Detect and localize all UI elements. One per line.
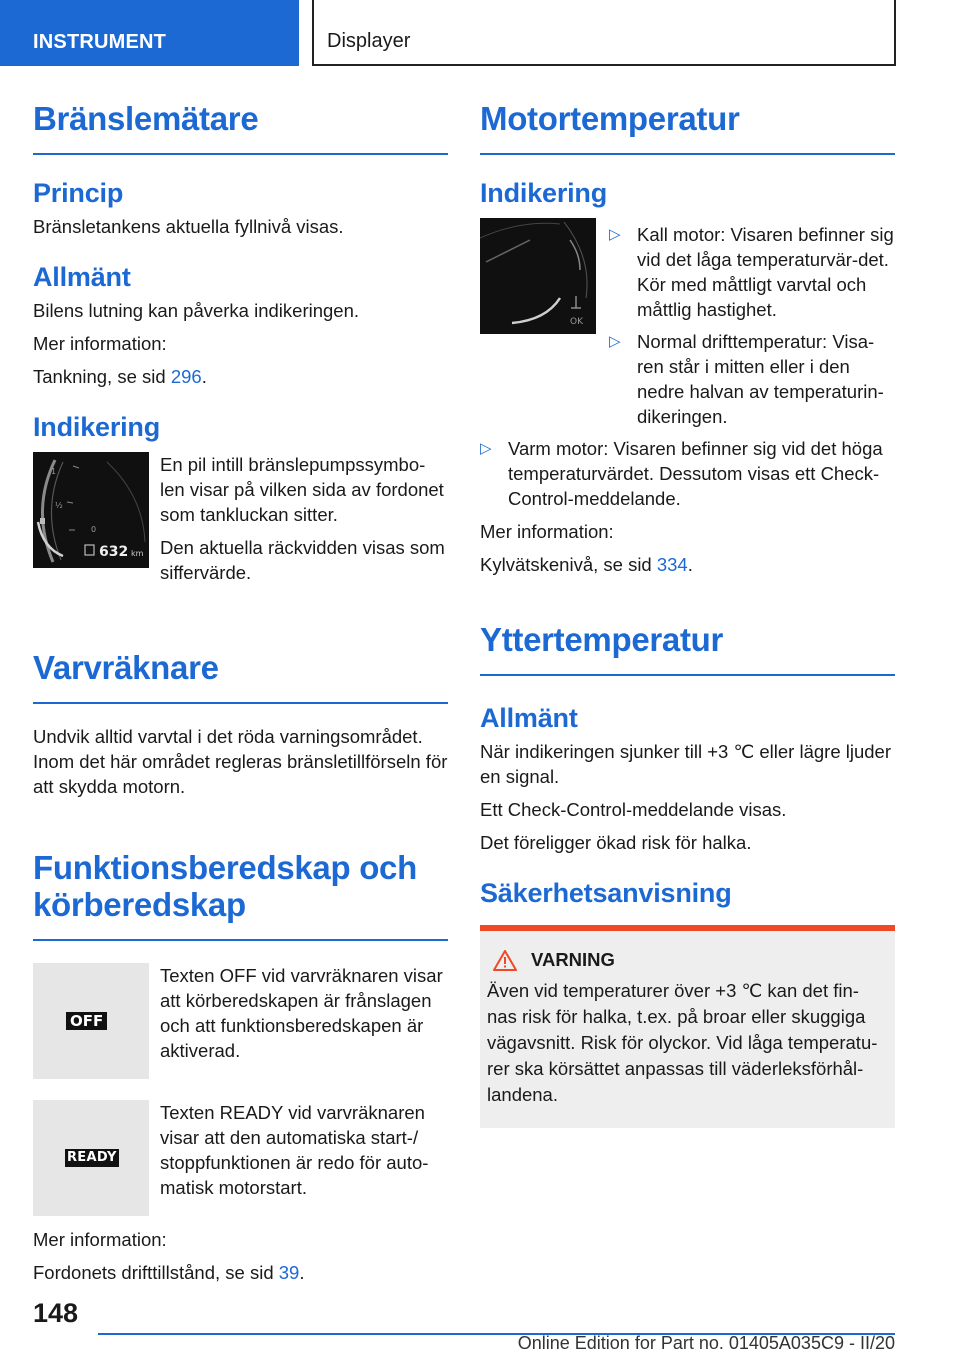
refuel-page-link[interactable]: 296 (170, 366, 202, 387)
more-info-label: Mer information: (33, 333, 167, 354)
engine-bullets-full (480, 436, 895, 511)
gauge-ok-label: OK (570, 317, 583, 327)
fuel-display-heading: Indikering (33, 412, 161, 442)
ready-label: READY (67, 1150, 117, 1165)
list-item: ▷ Varm motor: Visaren befinner sig vid det höga temperaturvärdet. Dessutom visas ett Check-Control-meddelande. (480, 438, 883, 509)
state-page-link[interactable]: 39 (278, 1262, 300, 1283)
engine-bullets-short (609, 222, 895, 429)
safety-heading: Säkerhetsanvisning (480, 878, 732, 908)
off-text: Texten OFF vid varvräknaren visar att körberedskapen är frånslagen och att funktionsberedskapen är aktiverad. (160, 965, 443, 1061)
fuel-gauge-title: Bränslemätare (33, 100, 448, 155)
engine-more-info: Mer information: (480, 521, 614, 542)
engine-display-heading: Indikering (480, 178, 608, 208)
rev-counter-title: Varvräknare (33, 649, 448, 704)
gauge-range-unit: km (131, 549, 144, 558)
off-image (33, 963, 149, 1079)
off-label: OFF (66, 1012, 107, 1030)
outside-temp-title: Yttertemperatur (480, 621, 895, 676)
list-item: ▷ Normal drifttemperatur: Visa-ren står i mitten eller i den nedre halvan av temperaturin-dikeringen. (609, 331, 884, 427)
left-column (33, 100, 448, 1285)
outside-text-3: Det föreligger ökad risk för halka. (480, 832, 752, 853)
edition-text: Online Edition for Part no. 01405A035C9 - II/20 (517, 1333, 895, 1353)
gauge-tick-1: 1 (51, 467, 57, 476)
triangle-bullet-icon: ▷ (609, 333, 621, 350)
warning-box (480, 925, 895, 1128)
principle-heading: Princip (33, 178, 124, 208)
fuel-display-text-2: Den aktuella räckvidden visas som siffervärde. (160, 537, 445, 583)
chapter-tab: INSTRUMENT (0, 0, 299, 66)
readiness-title: Funktionsberedskap och körberedskap (33, 849, 448, 941)
page-header (0, 0, 960, 66)
fuel-display-text-1: En pil intill bränslepumpssymbo-len visar på vilken sida av fordonet som tankluckan sitter. (160, 454, 444, 525)
outside-text-1: När indikeringen sjunker till +3 ℃ eller lägre ljuder en signal. (480, 741, 892, 787)
gauge-tick-0: 0 (91, 525, 97, 534)
ready-image (33, 1100, 149, 1216)
off-block (33, 963, 448, 1079)
state-reference: Fordonets drifttillstånd, se sid 39. (33, 1262, 305, 1283)
ready-block (33, 1100, 448, 1216)
readiness-more-info: Mer information: (33, 1229, 167, 1250)
list-item: ▷ Kall motor: Visaren befinner sig vid det låga temperaturvär-det. Kör med måttligt varvtal och måttlig hastighet. (609, 224, 894, 320)
gauge-tick-half: ½ (55, 501, 63, 510)
right-column (480, 100, 895, 1128)
ready-text: Texten READY vid varvräknaren visar att den automatiska start-/ stoppfunktionen är redo för auto-matisk motorstart. (160, 1102, 429, 1198)
coolant-reference: Kylvätskenivå, se sid 334. (480, 554, 693, 575)
fuel-display-block (33, 452, 448, 585)
refuel-reference: Tankning, se sid 296. (33, 366, 207, 387)
gauge-range-value: 632 (99, 544, 129, 560)
triangle-bullet-icon: ▷ (480, 440, 492, 457)
triangle-bullet-icon: ▷ (609, 226, 621, 243)
outside-text-2: Ett Check-Control-meddelande visas. (480, 799, 787, 820)
coolant-page-link[interactable]: 334 (656, 554, 688, 575)
engine-temp-gauge-image (480, 218, 596, 334)
principle-text: Bränsletankens aktuella fyllnivå visas. (33, 216, 344, 237)
warning-text: Även vid temperaturer över +3 ℃ kan det fin-nas risk för halka, t.ex. på broar eller skuggiga vägavsnitt. Risk för olyckor. Vid låga temperatu-rer ska körsättet anpassas till väderleksförhål-landena. (487, 980, 878, 1105)
engine-display-block (480, 218, 895, 429)
general-text: Bilens lutning kan påverka indikeringen. (33, 300, 360, 321)
warning-triangle-icon (493, 950, 517, 971)
page-number: 148 (33, 1298, 79, 1328)
outside-general-heading: Allmänt (480, 703, 578, 733)
warning-label: VARNING (531, 949, 615, 970)
engine-temp-title: Motortemperatur (480, 100, 895, 155)
general-heading: Allmänt (33, 262, 131, 292)
fuel-gauge-image (33, 452, 149, 568)
section-tab: Displayer (312, 0, 896, 66)
rev-counter-text: Undvik alltid varvtal i det röda varningsområdet. Inom det här området regleras bränsletillförseln för att skydda motorn. (33, 726, 448, 797)
